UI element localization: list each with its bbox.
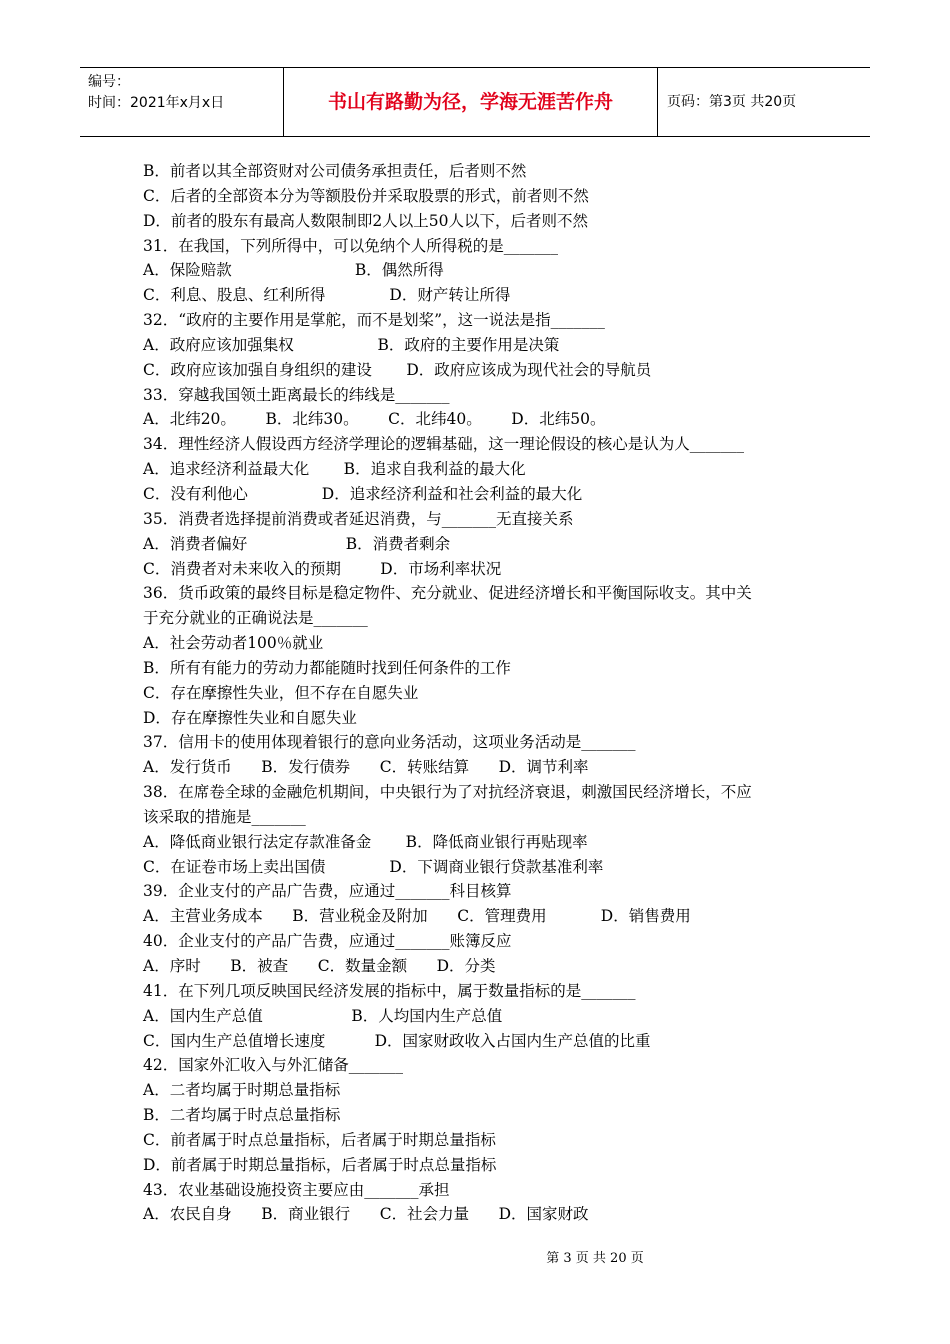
text-line: C．消费者对未来收入的预期 D．市场利率状况 [143, 559, 502, 578]
text-line: D．存在摩擦性失业和自愿失业 [143, 708, 357, 727]
text-line: A．消费者偏好 B．消费者剩余 [143, 534, 451, 553]
footer-page-number: 第 3 页 共 20 页 [546, 1251, 644, 1266]
text-line: A．降低商业银行法定存款准备金 B．降低商业银行再贴现率 [143, 832, 588, 851]
text-line: 32．“政府的主要作用是掌舵，而不是划桨”，这一说法是指_______ [143, 311, 605, 330]
text-line: A．主营业务成本 B．营业税金及附加 C．管理费用 D．销售费用 [143, 907, 691, 926]
text-line: C．存在摩擦性失业，但不存在自愿失业 [143, 683, 419, 702]
text-line: A．发行货币 B．发行债券 C．转账结算 D．调节利率 [143, 758, 589, 777]
text-line: C．利息、股息、红利所得 D．财产转让所得 [143, 286, 511, 305]
text-line: A．国内生产总值 B．人均国内生产总值 [143, 1006, 503, 1025]
text-line: 该采取的措施是_______ [143, 807, 306, 826]
text-line: C．在证卷市场上卖出国债 D．下调商业银行贷款基准利率 [143, 857, 604, 876]
text-line: B．所有有能力的劳动力都能随时找到任何条件的工作 [143, 658, 511, 677]
text-line: 37．信用卡的使用体现着银行的意向业务活动，这项业务活动是_______ [143, 733, 636, 752]
motto: 书山有路勤为径，学海无涯苦作舟 [283, 68, 658, 136]
text-line: A．序时 B．被查 C．数量金额 D．分类 [143, 957, 496, 975]
text-line: C．国内生产总值增长速度 D．国家财政收入占国内生产总值的比重 [143, 1031, 651, 1050]
text-line: A．保险赔款 B．偶然所得 [143, 261, 444, 280]
text-line: D．前者属于时期总量指标，后者属于时点总量指标 [143, 1155, 497, 1174]
text-line: 35．消费者选择提前消费或者延迟消费，与_______无直接关系 [143, 509, 574, 528]
text-line: 38．在席卷全球的金融危机期间，中央银行为了对抗经济衰退，刺激国民经济增长，不应 [143, 783, 752, 802]
text-line: 36．货币政策的最终目标是稳定物件、充分就业、促进经济增长和平衡国际收支。其中关 [143, 584, 752, 603]
page-footer [0, 1247, 950, 1266]
text-line: 于充分就业的正确说法是_______ [143, 609, 368, 628]
document-header [80, 67, 870, 137]
text-line: 33．穿越我国领土距离最长的纬线是_______ [143, 385, 450, 404]
text-line: A．二者均属于时期总量指标 [143, 1081, 341, 1100]
text-line: A．社会劳动者100％就业 [143, 634, 324, 653]
text-line: D．前者的股东有最高人数限制即2人以上50人以下，后者则不然 [143, 211, 589, 230]
text-line: 41．在下列几项反映国民经济发展的指标中，属于数量指标的是_______ [143, 981, 636, 1000]
number-label: 编号： [88, 74, 130, 90]
text-line: 34．理性经济人假设西方经济学理论的逻辑基础，这一理论假设的核心是认为人_______ [143, 435, 744, 454]
header-meta [80, 68, 283, 136]
text-line: 42．国家外汇收入与外汇储备_______ [143, 1056, 403, 1075]
time-label: 时间：2021年x月x日 [88, 95, 225, 111]
text-line: B．二者均属于时点总量指标 [143, 1106, 341, 1125]
document-body [143, 159, 823, 1227]
text-line: A．追求经济利益最大化 B．追求自我利益的最大化 [143, 460, 526, 479]
page-label: 页码：第3页 共20页 [667, 94, 797, 110]
text-line: C．没有利他心 D．追求经济利益和社会利益的最大化 [143, 484, 583, 503]
text-line: C．后者的全部资本分为等额股份并采取股票的形式，前者则不然 [143, 186, 589, 205]
text-line: 31．在我国，下列所得中，可以免纳个人所得税的是_______ [143, 236, 558, 255]
text-line: A．农民自身 B．商业银行 C．社会力量 D．国家财政 [143, 1205, 589, 1224]
text-line: B．前者以其全部资财对公司债务承担责任，后者则不然 [143, 162, 527, 180]
text-line: 40．企业支付的产品广告费，应通过_______账簿反应 [143, 932, 512, 951]
text-line: 39．企业支付的产品广告费，应通过_______科目核算 [143, 882, 512, 901]
text-line: 43．农业基础设施投资主要应由_______承担 [143, 1180, 450, 1199]
text-line: A．北纬20。 B．北纬30。 C．北纬40。 D．北纬50。 [143, 410, 606, 429]
text-line: C．政府应该加强自身组织的建设 D．政府应该成为现代社会的导航员 [143, 360, 652, 379]
text-line: A．政府应该加强集权 B．政府的主要作用是决策 [143, 335, 560, 354]
text-line: C．前者属于时点总量指标，后者属于时期总量指标 [143, 1130, 496, 1149]
